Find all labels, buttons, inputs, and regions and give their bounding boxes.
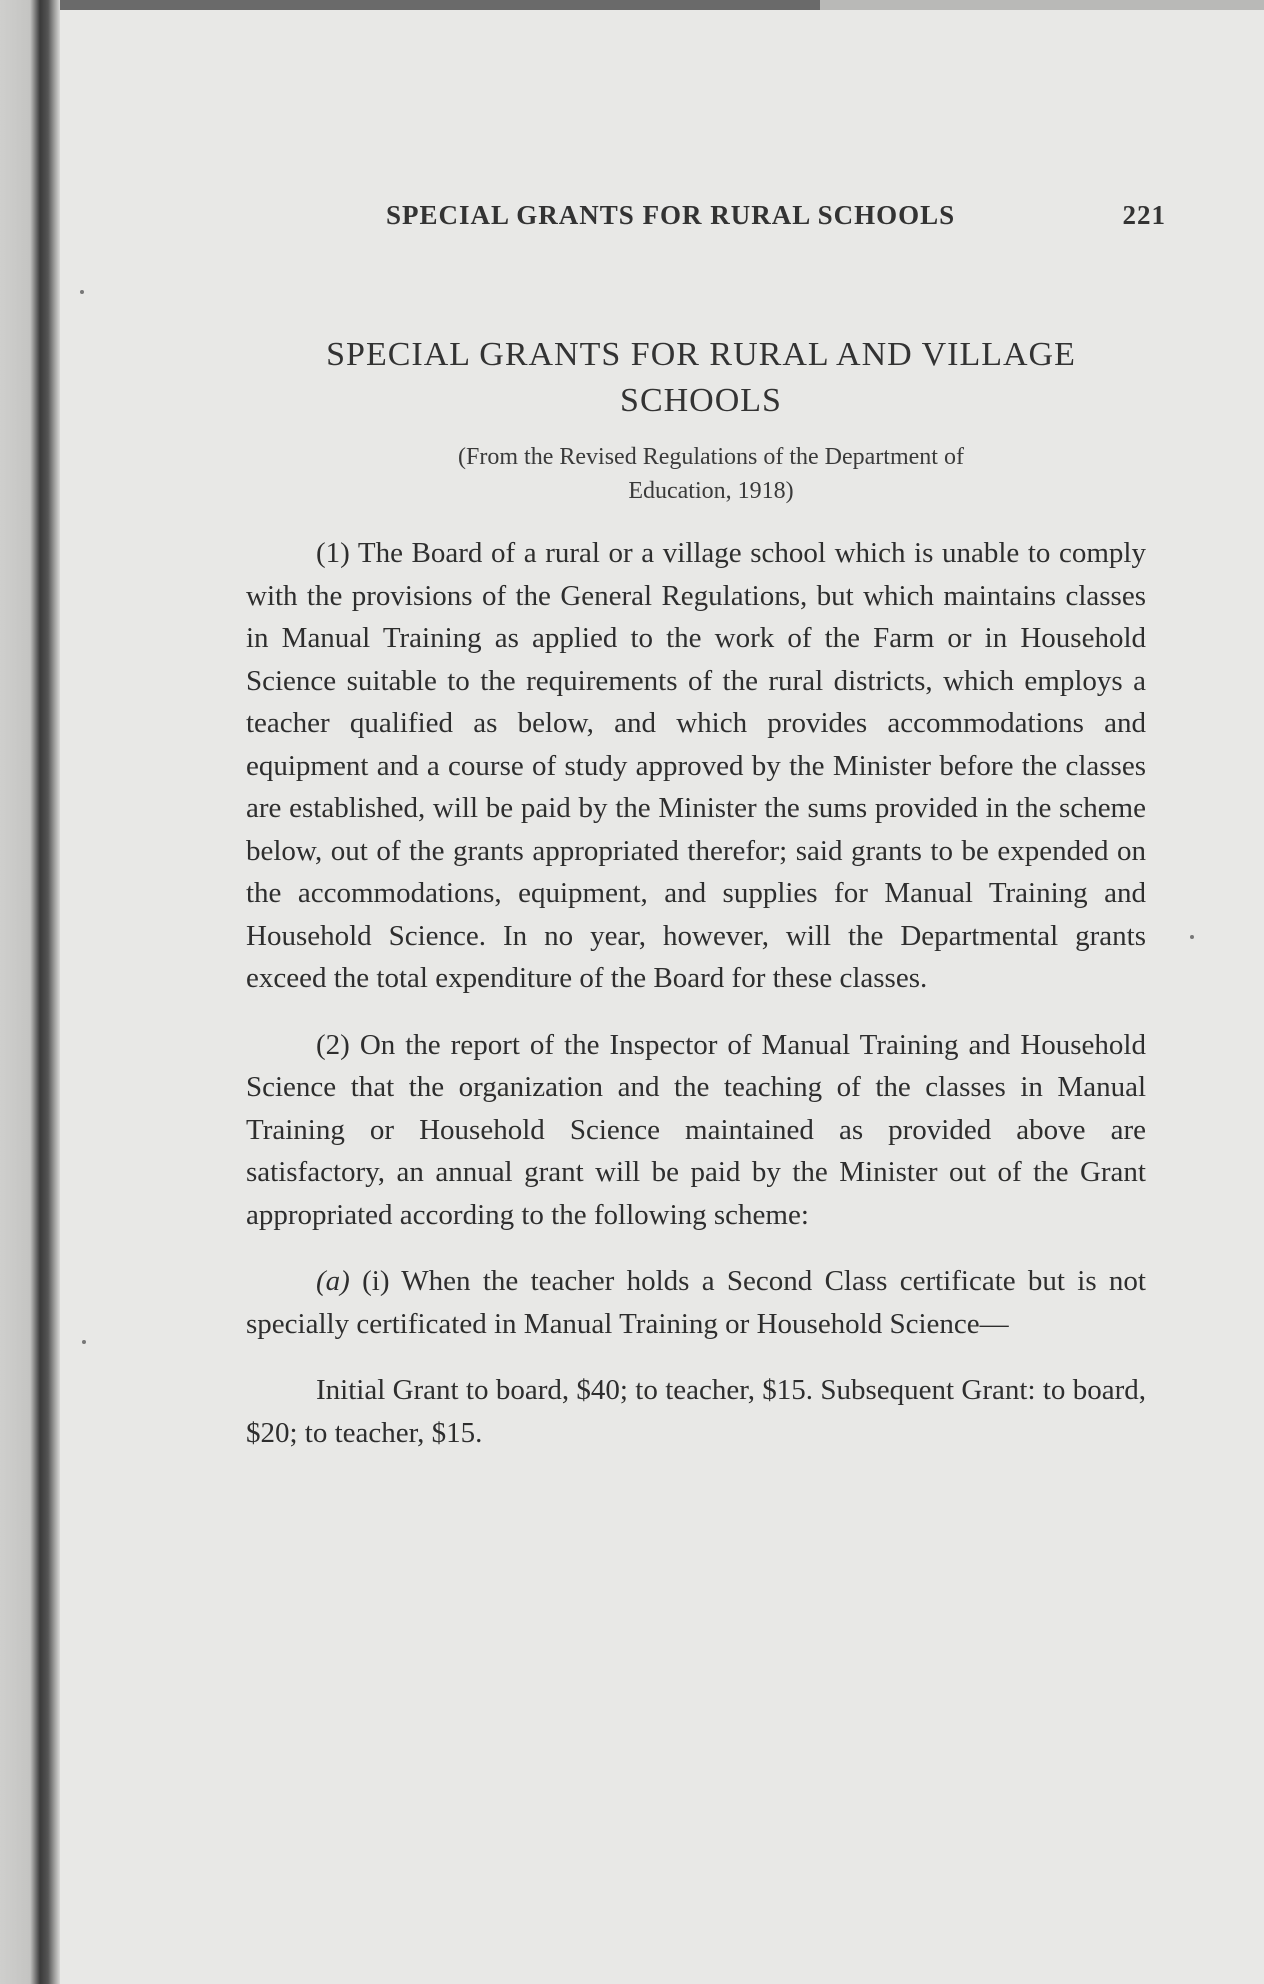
body-text [246,532,1146,1478]
book-spine [0,0,60,1984]
section-title [246,332,1156,424]
paper-speck [82,1340,86,1344]
clause-label: (a) [316,1265,350,1297]
section-title-line-2: SCHOOLS [620,382,782,419]
paragraph-1: (1) The Board of a rural or a village school which is unable to comply with the provisions of the General Regulations, but which maintains classes in Manual Training as applied to the work of the Farm or in Household Science suitable to the requirements of the rural districts, which employs a teacher qualified as below, and which provides accommodations and equipment and a course of study approved by the Minister before the classes are established, will be paid by the Minister the sums provided in the scheme below, out of the grants appropriated therefor; said grants to be expended on the accommodations, equipment, and supplies for Manual Training and Household Science. In no year, however, will the Departmental grants exceed the total expenditure of the Board for these classes. [246,537,1146,994]
book-page [60,10,1264,1984]
paper-speck [80,290,84,294]
running-head-title: SPECIAL GRANTS FOR RURAL SCHOOLS [386,200,956,230]
page-number: 221 [1122,200,1166,230]
source-note [306,440,1116,508]
paper-speck [1190,935,1194,939]
paragraph-4: Initial Grant to board, $40; to teacher, $15. Subsequent Grant: to board, $20; to teacher, $15. [246,1374,1146,1449]
paragraph-3 [246,1260,1146,1345]
section-title-line-1: SPECIAL GRANTS FOR RURAL AND VILLAGE [326,336,1076,373]
paragraph-2: (2) On the report of the Inspector of Manual Training and Household Science that the organization and the teaching of the classes in Manual Training or Household Science maintained as provided above are satisfactory, an annual grant will be paid by the Minister out of the Grant appropriated according to the following scheme: [246,1028,1146,1231]
source-note-line-2: Education, 1918) [628,478,794,504]
clause-text: (i) When the teacher holds a Second Class certificate but is not specially certificated in Manual Training or Household Science— [246,1265,1146,1340]
source-note-line-1: (From the Revised Regulations of the Department of [458,444,964,470]
